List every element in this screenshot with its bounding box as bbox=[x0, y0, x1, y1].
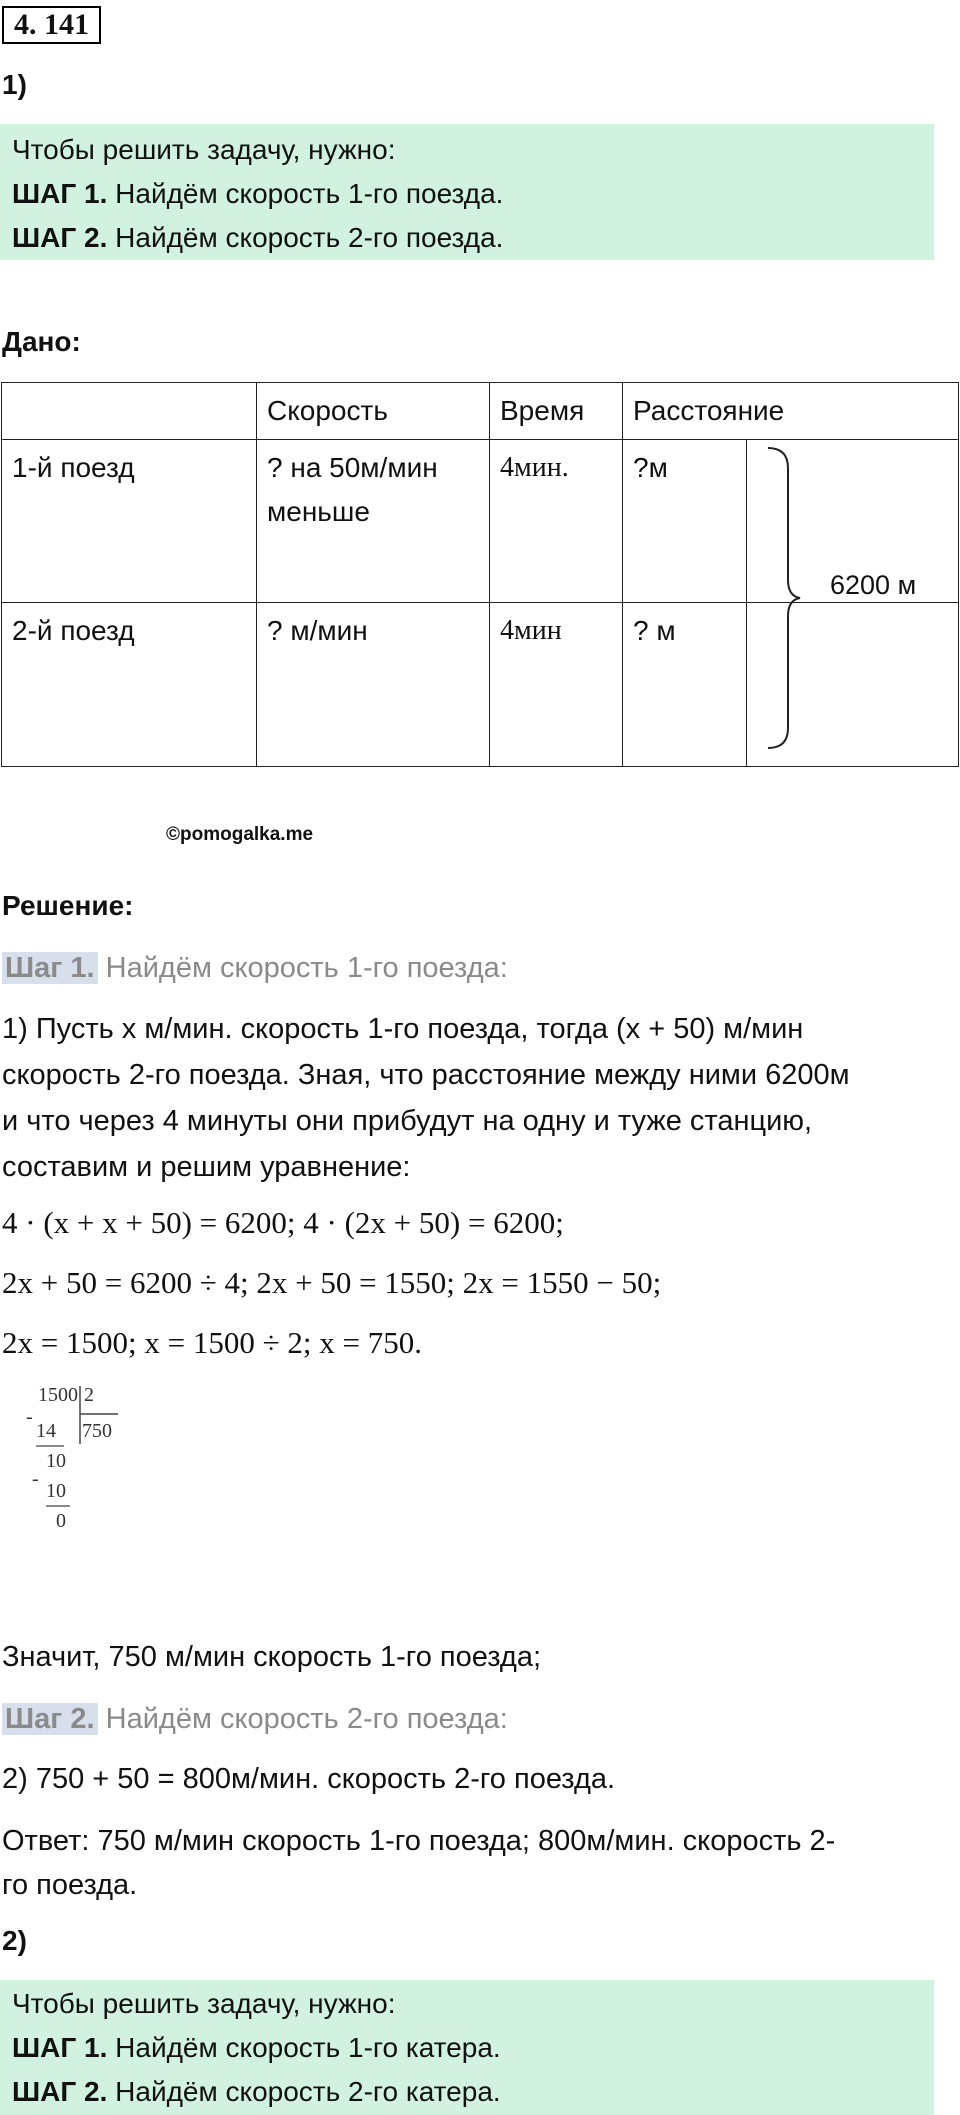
part-2-label: 2) bbox=[2, 1925, 27, 1956]
step-description: Найдём скорость 2-го поезда: bbox=[97, 1703, 508, 1735]
answer-line: Ответ: 750 м/мин скорость 1-го поезда; 800м/мин. скорость 2- bbox=[2, 1825, 836, 1857]
division-subtrahend: 10 bbox=[46, 1480, 66, 1502]
table-cell: 1-й поезд bbox=[2, 440, 257, 603]
given-label: Дано: bbox=[2, 326, 81, 357]
plan-box-part-1 bbox=[0, 124, 934, 260]
solution-paragraph-line: составим и решим уравнение: bbox=[2, 1151, 411, 1183]
division-minus: - bbox=[32, 1468, 39, 1490]
plan-step-tag: ШАГ 2. bbox=[12, 2076, 108, 2107]
division-remainder: 0 bbox=[56, 1510, 66, 1532]
step-tag: Шаг 1. bbox=[2, 952, 98, 984]
curly-brace-icon bbox=[760, 444, 820, 754]
plan-step-text: Найдём скорость 1-го катера. bbox=[107, 2032, 501, 2063]
table-cell: 4мин bbox=[490, 603, 623, 767]
step-tag: Шаг 2. bbox=[2, 1703, 98, 1735]
solution-paragraph-line: и что через 4 минуты они прибудут на одну и туже станцию, bbox=[2, 1105, 813, 1137]
solution-paragraph-line: скорость 2-го поезда. Зная, что расстояние между ними 6200м bbox=[2, 1059, 850, 1091]
conclusion: Значит, 750 м/мин скорость 1-го поезда; bbox=[2, 1641, 542, 1673]
solution-label: Решение: bbox=[2, 890, 134, 921]
division-remainder: 10 bbox=[46, 1450, 66, 1472]
table-header-cell bbox=[2, 383, 257, 440]
division-divisor: 2 bbox=[84, 1384, 94, 1406]
plan-step-text: Найдём скорость 1-го поезда. bbox=[107, 178, 504, 209]
equation-line: 4 · (x + x + 50) = 6200; 4 · (2x + 50) = 6200; bbox=[2, 1205, 564, 1240]
table-cell: ?м bbox=[623, 440, 747, 603]
plan-step-tag: ШАГ 2. bbox=[12, 222, 108, 253]
table-cell: 4мин. bbox=[490, 440, 623, 603]
watermark: ©pomogalka.me bbox=[166, 824, 314, 845]
part-1-label: 1) bbox=[2, 69, 27, 100]
step-1-heading bbox=[2, 945, 508, 991]
division-dividend: 1500 bbox=[38, 1384, 78, 1406]
total-distance: 6200 м bbox=[830, 570, 917, 600]
step-2-calculation: 2) 750 + 50 = 800м/мин. скорость 2-го поезда. bbox=[2, 1763, 616, 1795]
division-lines bbox=[18, 1384, 138, 1534]
step-description: Найдём скорость 1-го поезда: bbox=[97, 952, 508, 984]
plan-step-tag: ШАГ 1. bbox=[12, 178, 108, 209]
answer-line: го поезда. bbox=[2, 1869, 138, 1901]
table-header-cell: Скорость bbox=[257, 383, 490, 440]
table-header-cell: Расстояние bbox=[623, 383, 959, 440]
table-cell: ? м bbox=[623, 603, 747, 767]
plan-step-1 bbox=[12, 2026, 934, 2070]
table-header-row bbox=[2, 383, 959, 440]
plan-intro: Чтобы решить задачу, нужно: bbox=[12, 134, 396, 165]
division-minus: - bbox=[26, 1406, 33, 1428]
plan-step-text: Найдём скорость 2-го поезда. bbox=[107, 222, 504, 253]
solution-paragraph-line: 1) Пусть x м/мин. скорость 1-го поезда, тогда (x + 50) м/мин bbox=[2, 1013, 804, 1045]
table-header-cell: Время bbox=[490, 383, 623, 440]
plan-intro: Чтобы решить задачу, нужно: bbox=[12, 1988, 396, 2019]
step-2-heading bbox=[2, 1696, 508, 1742]
plan-step-2 bbox=[12, 216, 934, 260]
division-subtrahend: 14 bbox=[36, 1420, 56, 1442]
plan-step-2 bbox=[12, 2070, 934, 2114]
long-division bbox=[18, 1384, 138, 1534]
division-quotient: 750 bbox=[82, 1420, 112, 1442]
table-cell: ? м/мин bbox=[257, 603, 490, 767]
problem-number: 4. 141 bbox=[2, 6, 101, 44]
plan-box-part-2 bbox=[0, 1980, 934, 2115]
table-cell: ? на 50м/мин меньше bbox=[257, 440, 490, 603]
table-cell: 2-й поезд bbox=[2, 603, 257, 767]
equation-line: 2x + 50 = 6200 ÷ 4; 2x + 50 = 1550; 2x = 1550 − 50; bbox=[2, 1265, 662, 1300]
plan-step-1 bbox=[12, 172, 934, 216]
plan-step-tag: ШАГ 1. bbox=[12, 2032, 108, 2063]
plan-step-text: Найдём скорость 2-го катера. bbox=[107, 2076, 501, 2107]
equation-line: 2x = 1500; x = 1500 ÷ 2; x = 750. bbox=[2, 1325, 422, 1360]
